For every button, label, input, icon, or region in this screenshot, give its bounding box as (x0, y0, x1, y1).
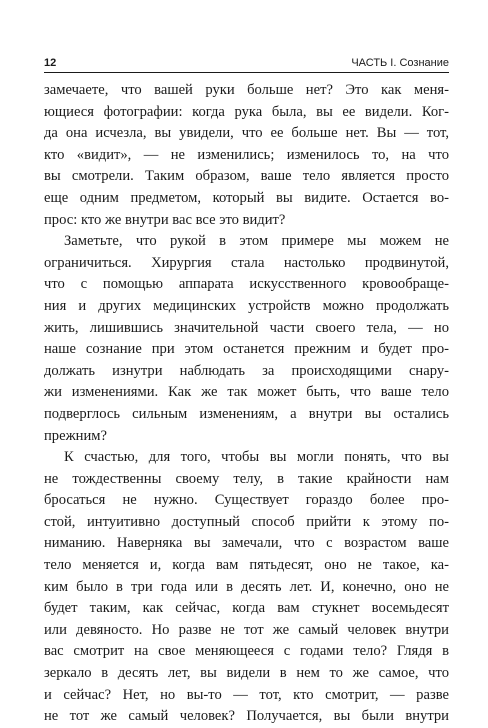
paragraph-1 (44, 80, 449, 231)
text-line: зеркало в десять лет, вы видели в нем то же самое, что (44, 665, 449, 682)
text-line: К счастью, для того, чтобы вы могли понять, что вы (64, 449, 449, 466)
text-line: должать изнутри наблюдать за происходящими снару- (44, 362, 449, 379)
text-line: вы смотрели. Таким образом, ваше тело является просто (44, 168, 449, 185)
text-line: прос: кто же внутри вас все это видит? (44, 211, 286, 228)
text-line: вас смотрит на свое меняющееся с годами тело? Глядя в (44, 643, 449, 660)
text-line: кто «видит», — не изменились; изменилось то, на что (44, 146, 449, 163)
page-header (44, 56, 449, 70)
text-line: ния и других медицинских устройств можно продолжать (44, 297, 449, 314)
text-line: бросаться не нужно. Существует гораздо более про- (44, 492, 449, 509)
text-line: жить, лишившись значительной части своего тела, — но (44, 319, 449, 336)
text-line: наше сознание при этом останется прежним и будет про- (44, 341, 449, 358)
paragraph-2 (44, 231, 449, 447)
text-line: ниманию. Наверняка вы замечали, что с возрастом ваше (44, 535, 449, 552)
text-line: да она исчезла, вы увидели, что ее больше нет. Вы — тот, (44, 125, 449, 142)
header-rule (44, 72, 449, 73)
text-line: стой, интуитивно доступный способ прийти к этому по- (44, 513, 449, 530)
text-line: что с помощью аппарата искусственного кровообраще- (44, 276, 449, 293)
text-line: замечаете, что вашей руки больше нет? Это как меня- (44, 82, 449, 98)
text-line: не тот же самый человек? Получается, вы были внутри (44, 708, 449, 725)
text-line: будет таким, как сейчас, когда вам стукнет восемьдесят (44, 600, 449, 617)
text-line: тело меняется и, когда вам пятьдесят, оно не такое, ка- (44, 557, 449, 574)
text-line: или девяносто. Но разве не тот же самый человек внутри (44, 621, 449, 638)
body-text (44, 80, 449, 728)
text-line: ограничиться. Хирургия стала настолько продвинутой, (44, 254, 449, 271)
text-line: ким было в три года или в десять лет. И, конечно, оно не (44, 578, 449, 595)
running-head: ЧАСТЬ I. Сознание (351, 57, 449, 69)
text-line: не тождественны своему телу, в такие крайности нам (44, 470, 449, 487)
text-line: Заметьте, что рукой в этом примере мы можем не (64, 233, 449, 250)
text-line: еще одним предметом, который вы видите. Остается во- (44, 189, 449, 206)
text-line: жи изменениями. Как же так может быть, что ваше тело (44, 384, 449, 401)
page-number: 12 (44, 57, 57, 69)
paragraph-3 (44, 447, 449, 728)
text-line: прежним? (44, 427, 107, 444)
text-line: и сейчас? Нет, но вы-то — тот, кто смотрит, — разве (44, 686, 449, 703)
text-line: ющиеся фотографии: когда рука была, вы ее видели. Ког- (44, 103, 449, 120)
text-line: подверглось сильным изменениям, а внутри вы остались (44, 405, 449, 422)
